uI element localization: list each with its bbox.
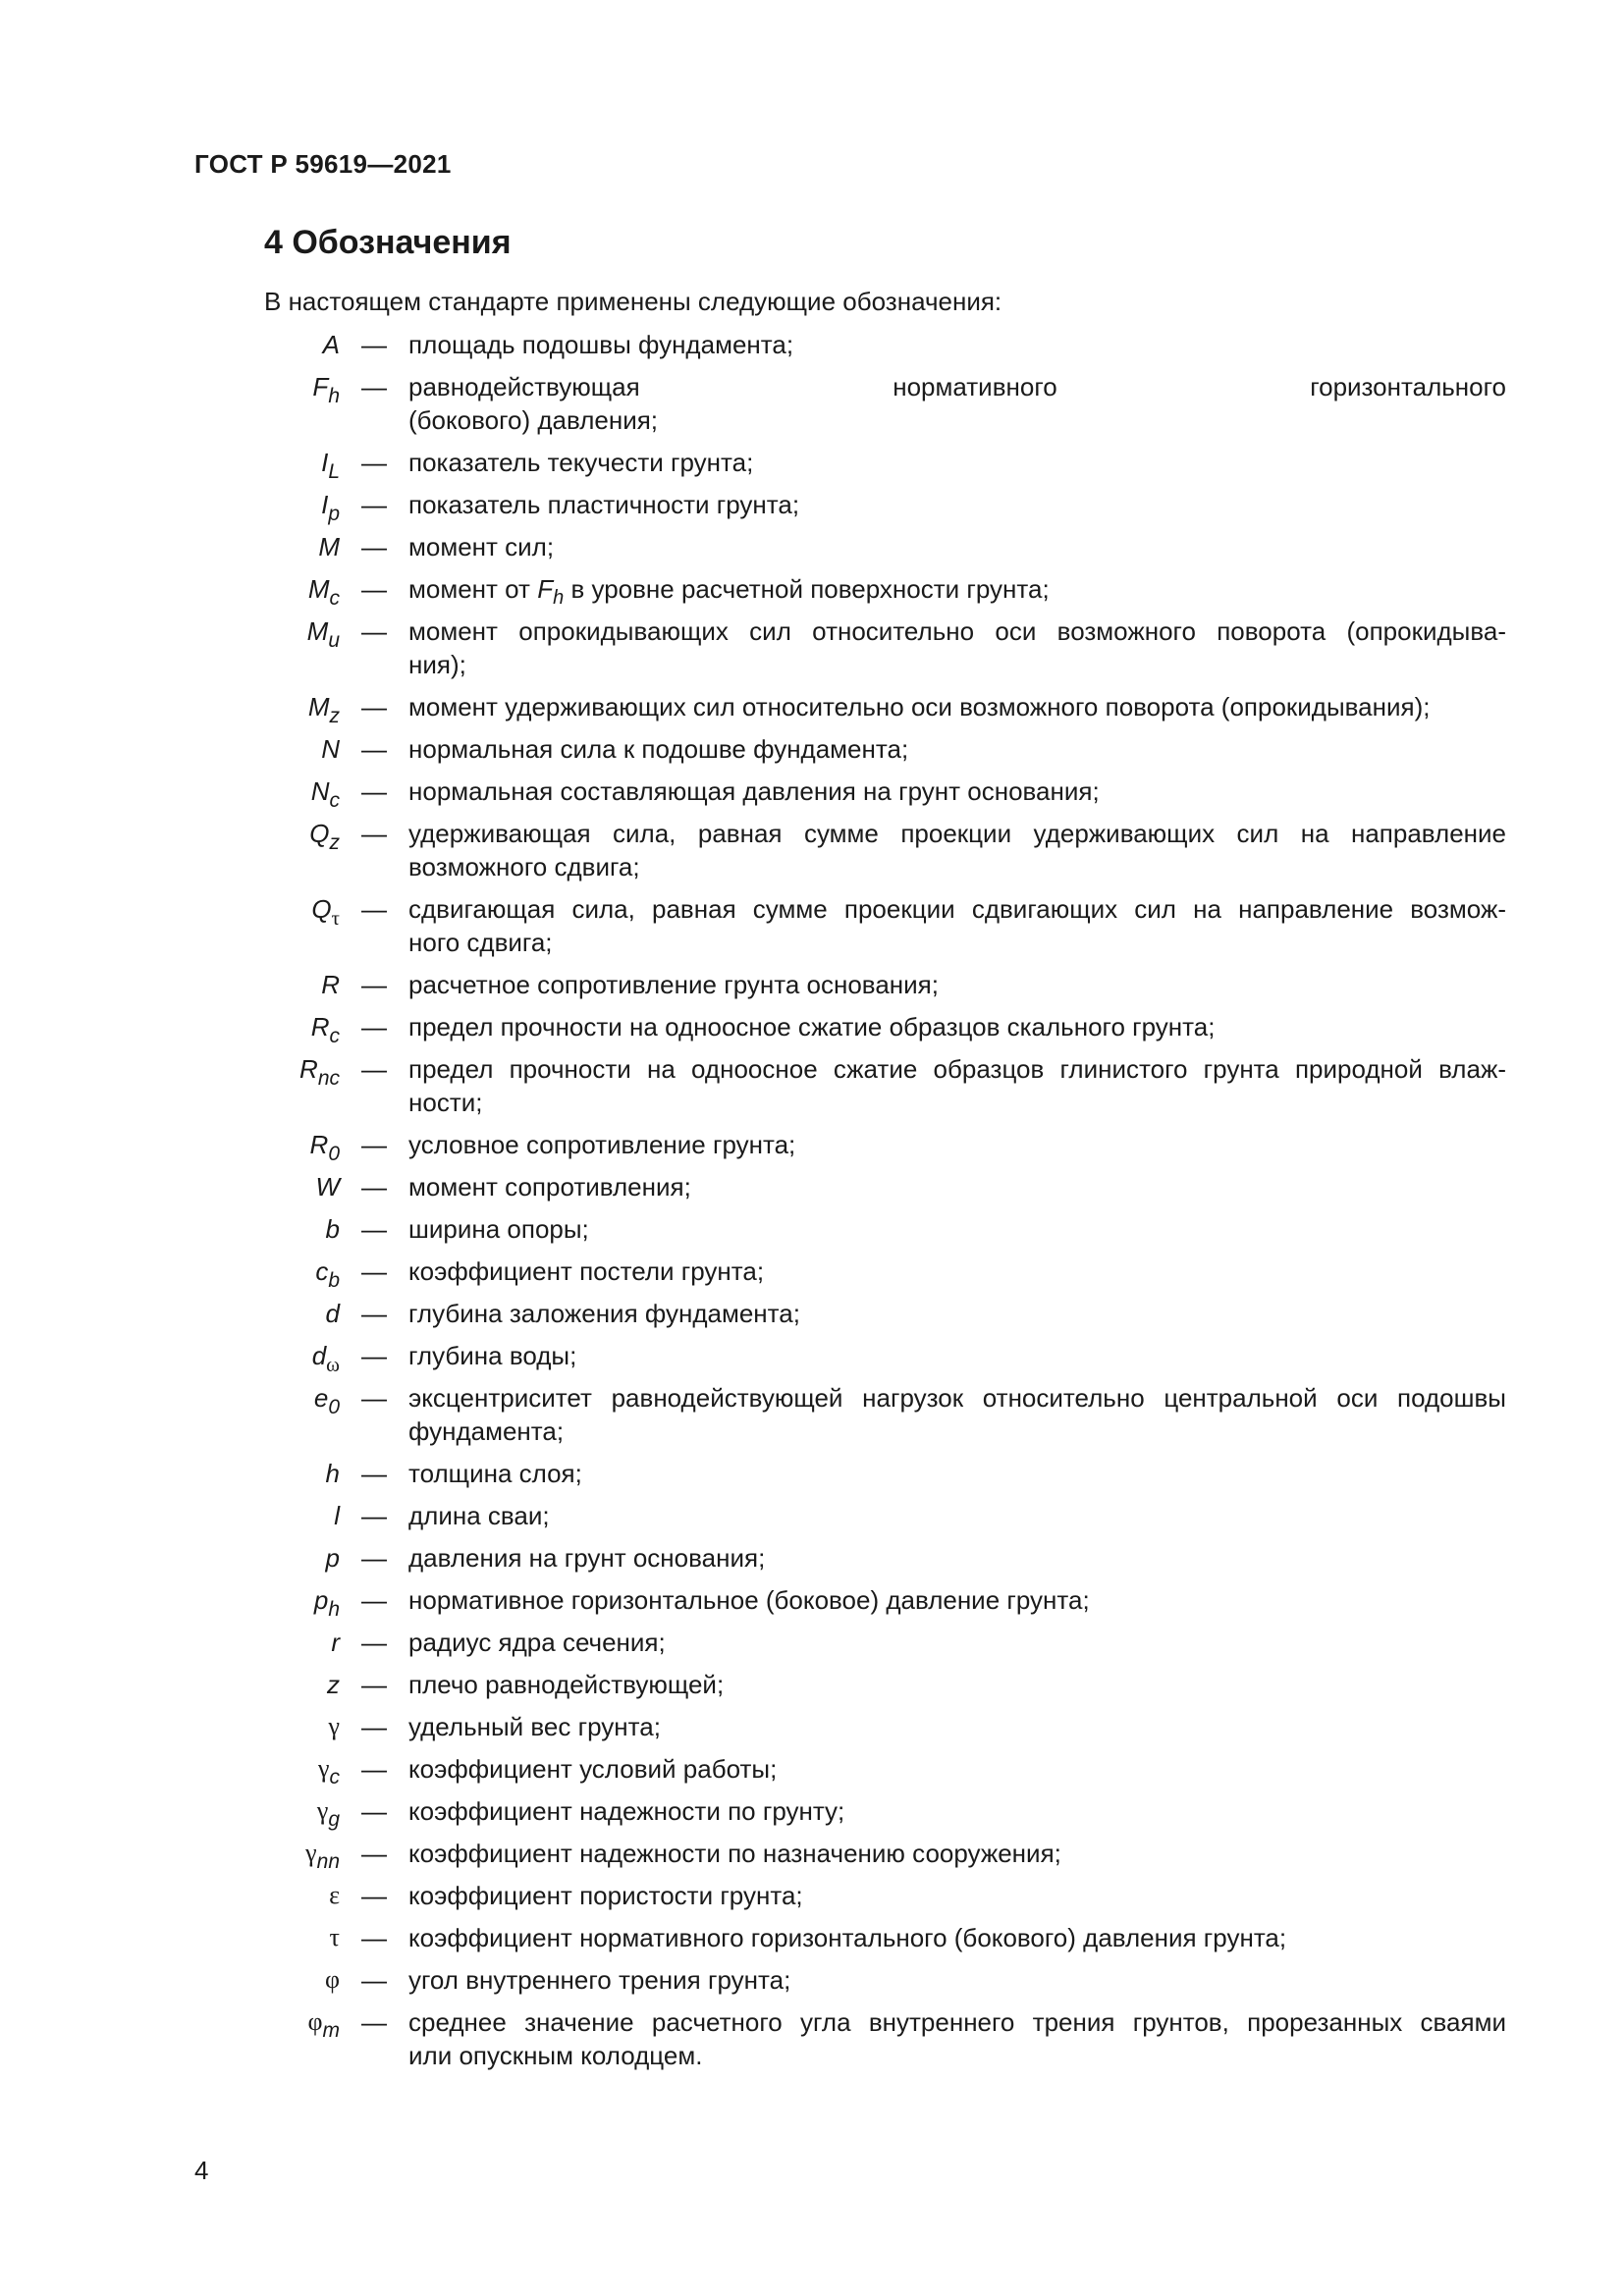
definition-text (408, 488, 1506, 521)
symbol-base: γ (316, 1796, 329, 1825)
definition-dash: — (361, 1796, 387, 1826)
definition-symbol (0, 1297, 340, 1330)
definition-row (0, 446, 1624, 483)
definition-text (408, 1339, 1506, 1372)
definition-symbol (0, 817, 340, 854)
definition-text (408, 1255, 1506, 1288)
definition-symbol (0, 1052, 340, 1090)
symbol-base: Q (309, 819, 330, 848)
definition-symbol (0, 370, 340, 407)
symbol-subscript: c (329, 1025, 340, 1047)
symbol-base: N (321, 734, 340, 764)
symbol-subscript: h (328, 385, 340, 407)
definition-row (0, 1541, 1624, 1575)
symbol-subscript: nn (316, 1850, 340, 1873)
section-intro: В настоящем стандарте применены следующие обозначения: (264, 287, 1002, 316)
definition-line: фундамента; (408, 1416, 565, 1446)
page-number: 4 (194, 2156, 209, 2185)
definition-line: площадь подошвы фундамента; (408, 330, 794, 359)
symbol-base: τ (329, 1923, 340, 1951)
definition-text (408, 817, 1506, 883)
definition-symbol (0, 1921, 340, 1954)
definition-dash: — (361, 1585, 387, 1615)
symbol-subscript: h (328, 1598, 340, 1621)
definition-line: ширина опоры; (408, 1214, 589, 1244)
definition-symbol (0, 328, 340, 361)
definition-text (408, 1921, 1506, 1954)
definition-text (408, 1794, 1506, 1828)
definition-row (0, 1752, 1624, 1789)
definition-symbol (0, 1212, 340, 1246)
definition-text-part: момент от (408, 574, 530, 604)
symbol-base: R (310, 1012, 330, 1041)
definition-text (408, 572, 1506, 609)
definition-line: ния); (408, 650, 466, 679)
definition-line: нормальная составляющая давления на грунт основания; (408, 776, 1100, 806)
definition-text (408, 1837, 1506, 1870)
definition-text (408, 1710, 1506, 1743)
definition-text (408, 370, 1506, 437)
definition-dash: — (361, 532, 387, 561)
definition-symbol (0, 614, 340, 652)
definition-symbol (0, 1794, 340, 1831)
symbol-base: R (321, 970, 340, 999)
definition-symbol (0, 1339, 340, 1376)
definition-line: глубина заложения фундамента; (408, 1299, 800, 1328)
definition-text (408, 690, 1506, 723)
definition-line: момент опрокидывающих сил относительно оси возможного поворота (опрокидыва- (408, 616, 1506, 646)
definition-line: момент сил; (408, 532, 555, 561)
definition-row (0, 732, 1624, 766)
definition-line: коэффициент пористости грунта; (408, 1881, 803, 1910)
symbol-base: d (325, 1299, 340, 1328)
symbol-base: I (321, 490, 329, 519)
definition-text-part: в уровне расчетной поверхности грунта; (570, 574, 1050, 604)
definition-symbol (0, 774, 340, 812)
definition-dash: — (361, 1459, 387, 1488)
definitions-list (0, 328, 1624, 2081)
definition-symbol (0, 1837, 340, 1873)
symbol-base: φ (324, 1965, 340, 1994)
definition-row (0, 1010, 1624, 1047)
definition-line: (бокового) давления; (408, 405, 659, 435)
definition-line: удерживающая сила, равная сумме проекции удерживающих сил на направление (408, 819, 1506, 848)
definition-line: коэффициент надежности по грунту; (408, 1796, 845, 1826)
definition-dash: — (361, 1923, 387, 1952)
definition-line: расчетное сопротивление грунта основания; (408, 970, 939, 999)
definition-line: эксцентриситет равнодействующей нагрузок относительно центральной оси подошвы (408, 1383, 1506, 1413)
definition-symbol (0, 1752, 340, 1789)
symbol-base: c (315, 1256, 329, 1286)
symbol-base: z (327, 1670, 340, 1699)
symbol-base: A (322, 330, 340, 359)
definition-row (0, 817, 1624, 883)
symbol-base: N (310, 776, 330, 806)
definition-row (0, 328, 1624, 361)
symbol-base: R (299, 1054, 318, 1084)
definition-row (0, 1381, 1624, 1448)
definition-symbol (0, 446, 340, 483)
definition-dash: — (361, 1012, 387, 1041)
symbol-base: M (307, 574, 330, 604)
definition-line: удельный вес грунта; (408, 1712, 661, 1741)
definition-symbol (0, 1668, 340, 1701)
definition-dash: — (361, 734, 387, 764)
symbol-base: r (331, 1628, 340, 1657)
definition-line: коэффициент нормативного горизонтального (бокового) давления грунта; (408, 1923, 1287, 1952)
definition-text (408, 1963, 1506, 1997)
definition-symbol (0, 1381, 340, 1418)
symbol-base: γ (318, 1754, 330, 1783)
definition-row (0, 1339, 1624, 1376)
symbol-subscript: c (329, 1766, 340, 1789)
definition-row (0, 1626, 1624, 1659)
symbol-subscript: 0 (328, 1396, 340, 1418)
definition-symbol (0, 1963, 340, 1997)
definition-dash: — (361, 1214, 387, 1244)
definition-text (408, 732, 1506, 766)
definition-line: возможного сдвига; (408, 852, 640, 881)
definition-row (0, 2005, 1624, 2072)
definition-line: радиус ядра сечения; (408, 1628, 666, 1657)
symbol-base: M (306, 616, 329, 646)
definition-symbol (0, 968, 340, 1001)
definition-symbol (0, 572, 340, 610)
symbol-subscript: g (328, 1808, 340, 1831)
symbol-subscript: z (329, 705, 340, 727)
definition-symbol (0, 1626, 340, 1659)
definition-symbol (0, 732, 340, 766)
symbol-base: p (325, 1543, 340, 1573)
definition-row (0, 1879, 1624, 1912)
definition-row (0, 614, 1624, 681)
definition-symbol (0, 1170, 340, 1203)
definition-text (408, 1297, 1506, 1330)
symbol-base: F (312, 372, 329, 401)
section-title: 4 Обозначения (264, 224, 512, 261)
definition-row (0, 774, 1624, 812)
symbol-subscript: L (328, 460, 340, 483)
definition-dash: — (361, 776, 387, 806)
symbol-base: R (309, 1130, 329, 1159)
definition-symbol (0, 1541, 340, 1575)
definition-dash: — (361, 1543, 387, 1573)
definition-dash: — (361, 1256, 387, 1286)
definition-row (0, 690, 1624, 727)
definition-row (0, 370, 1624, 437)
symbol-subscript: z (329, 831, 340, 854)
definition-text (408, 1212, 1506, 1246)
definition-row (0, 530, 1624, 563)
definition-symbol (0, 1499, 340, 1532)
symbol-base: p (313, 1585, 329, 1615)
definition-symbol (0, 1010, 340, 1047)
symbol-subscript: b (328, 1269, 340, 1292)
definition-dash: — (361, 616, 387, 646)
definition-text (408, 1626, 1506, 1659)
definition-text (408, 774, 1506, 808)
definition-line: показатель пластичности грунта; (408, 490, 800, 519)
definition-symbol (0, 1128, 340, 1165)
definition-dash: — (361, 1054, 387, 1084)
definition-row (0, 1963, 1624, 1997)
definition-line: момент сопротивления; (408, 1172, 691, 1201)
definition-dash: — (361, 1670, 387, 1699)
definition-text (408, 530, 1506, 563)
symbol-subscript: p (328, 503, 340, 525)
definition-text (408, 328, 1506, 361)
definition-row (0, 572, 1624, 610)
symbol-base: M (318, 532, 340, 561)
inline-symbol-subscript (553, 587, 564, 609)
definition-dash: — (361, 1754, 387, 1784)
definition-dash: — (361, 330, 387, 359)
definition-line: плечо равнодействующей; (408, 1670, 725, 1699)
definition-text (408, 1170, 1506, 1203)
definition-line: коэффициент надежности по назначению сооружения; (408, 1839, 1061, 1868)
definition-dash: — (361, 448, 387, 477)
definition-line: предел прочности на одноосное сжатие образцов глинистого грунта природной влаж- (408, 1054, 1506, 1084)
definition-line: сдвигающая сила, равная сумме проекции сдвигающих сил на направление возмож- (408, 894, 1506, 924)
definition-symbol (0, 690, 340, 727)
definition-line: показатель текучести грунта; (408, 448, 754, 477)
definition-dash: — (361, 1383, 387, 1413)
symbol-base: M (307, 692, 330, 721)
definition-symbol (0, 1879, 340, 1912)
definition-row (0, 1255, 1624, 1292)
definition-row (0, 892, 1624, 959)
definition-dash: — (361, 894, 387, 924)
symbol-base: e (313, 1383, 329, 1413)
definition-row (0, 968, 1624, 1001)
definition-row (0, 1212, 1624, 1246)
symbol-base: ε (329, 1881, 340, 1909)
definition-line: ности; (408, 1088, 483, 1117)
definition-dash: — (361, 574, 387, 604)
symbol-base: d (311, 1341, 327, 1370)
definition-text (408, 614, 1506, 681)
symbol-subscript: nc (317, 1067, 340, 1090)
definition-dash: — (361, 1341, 387, 1370)
definition-text (408, 1752, 1506, 1786)
definition-dash: — (361, 970, 387, 999)
definition-dash: — (361, 1712, 387, 1741)
definition-dash: — (361, 1130, 387, 1159)
definition-line: или опускным колодцем. (408, 2041, 703, 2070)
definition-dash: — (361, 490, 387, 519)
definition-line: ного сдвига; (408, 928, 553, 957)
definition-line: условное сопротивление грунта; (408, 1130, 796, 1159)
symbol-base: I (321, 448, 329, 477)
definition-text (408, 1010, 1506, 1043)
definition-dash: — (361, 372, 387, 401)
definition-line: давления на грунт основания; (408, 1543, 766, 1573)
inline-symbol: F (537, 574, 554, 604)
definition-dash: — (361, 1299, 387, 1328)
definition-text (408, 1583, 1506, 1617)
symbol-base: Q (311, 894, 332, 924)
definition-text (408, 892, 1506, 959)
symbol-subscript: c (329, 789, 340, 812)
definition-dash: — (361, 1881, 387, 1910)
definition-line: среднее значение расчетного угла внутреннего трения грунтов, прорезанных сваями (408, 2007, 1506, 2037)
definition-row (0, 1794, 1624, 1831)
symbol-base: γ (305, 1839, 317, 1867)
definition-text (408, 1668, 1506, 1701)
definition-text (408, 1499, 1506, 1532)
definition-row (0, 1170, 1624, 1203)
definition-line: длина сваи; (408, 1501, 550, 1530)
symbol-base: γ (328, 1712, 340, 1740)
definition-text (408, 446, 1506, 479)
definition-text (408, 1052, 1506, 1119)
definition-line: нормальная сила к подошве фундамента; (408, 734, 909, 764)
definition-text (408, 1457, 1506, 1490)
symbol-base: b (325, 1214, 340, 1244)
symbol-base: φ (307, 2007, 323, 2036)
definition-dash: — (361, 2007, 387, 2037)
symbol-base: W (315, 1172, 340, 1201)
definition-symbol (0, 530, 340, 563)
definition-dash: — (361, 819, 387, 848)
definition-symbol (0, 2005, 340, 2042)
symbol-subscript: τ (331, 906, 340, 930)
definition-line: глубина воды; (408, 1341, 577, 1370)
symbol-base: l (334, 1501, 340, 1530)
definition-row (0, 1837, 1624, 1873)
document-code: ГОСТ Р 59619—2021 (194, 149, 452, 179)
definition-row (0, 1297, 1624, 1330)
definition-line: угол внутреннего трения грунта; (408, 1965, 791, 1995)
symbol-subscript: u (328, 629, 340, 652)
definition-dash: — (361, 1965, 387, 1995)
definition-line: коэффициент условий работы; (408, 1754, 778, 1784)
symbol-subscript: c (329, 587, 340, 610)
definition-row (0, 1052, 1624, 1119)
definition-symbol (0, 1457, 340, 1490)
definition-symbol (0, 1255, 340, 1292)
definition-row (0, 1710, 1624, 1743)
definition-text (408, 1541, 1506, 1575)
inline-subscript-text: h (553, 587, 565, 609)
definition-text (408, 1879, 1506, 1912)
symbol-subscript: m (322, 2019, 340, 2042)
definition-line: предел прочности на одноосное сжатие образцов скального грунта; (408, 1012, 1216, 1041)
definition-row (0, 1921, 1624, 1954)
definition-dash: — (361, 1839, 387, 1868)
definition-line: момент удерживающих сил относительно оси возможного поворота (опрокидывания); (408, 692, 1431, 721)
symbol-subscript: 0 (328, 1143, 340, 1165)
definition-text (408, 1381, 1506, 1448)
definition-line: равнодействующая нормативного горизонтального (408, 372, 1506, 401)
definition-dash: — (361, 692, 387, 721)
symbol-base: h (325, 1459, 340, 1488)
definition-line: нормативное горизонтальное (боковое) давление грунта; (408, 1585, 1090, 1615)
definition-symbol (0, 1710, 340, 1743)
definition-symbol (0, 488, 340, 525)
definition-row (0, 1128, 1624, 1165)
definition-dash: — (361, 1172, 387, 1201)
definition-symbol (0, 892, 340, 930)
definition-row (0, 1457, 1624, 1490)
definition-row (0, 1499, 1624, 1532)
symbol-subscript: ω (326, 1353, 340, 1376)
definition-dash: — (361, 1501, 387, 1530)
definition-text (408, 1128, 1506, 1161)
definition-text (408, 968, 1506, 1001)
definition-text (408, 2005, 1506, 2072)
definition-symbol (0, 1583, 340, 1621)
definition-row (0, 1583, 1624, 1621)
definition-line: коэффициент постели грунта; (408, 1256, 765, 1286)
definition-row (0, 488, 1624, 525)
definition-line: толщина слоя; (408, 1459, 582, 1488)
definition-row (0, 1668, 1624, 1701)
definition-dash: — (361, 1628, 387, 1657)
